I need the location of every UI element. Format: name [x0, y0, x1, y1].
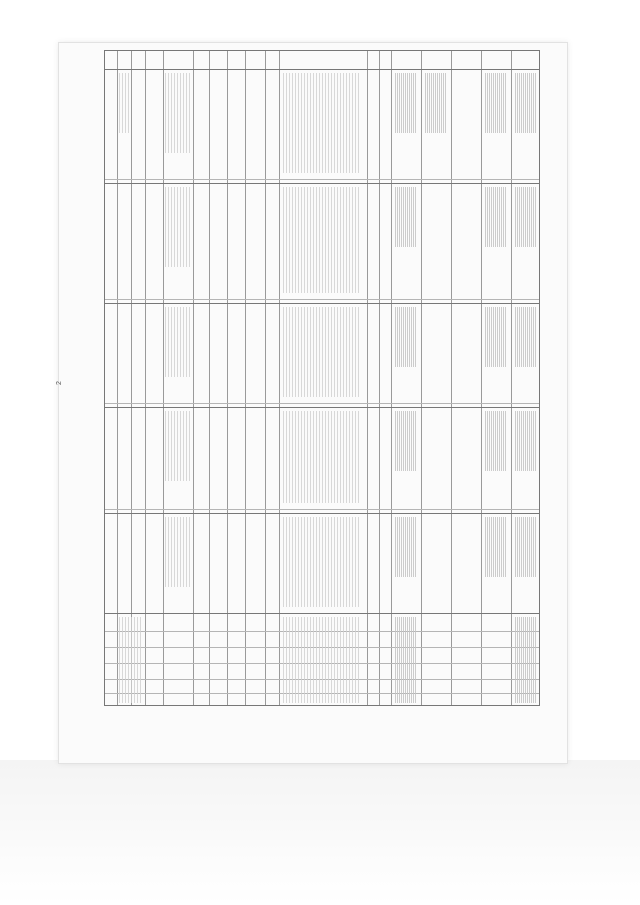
table-column-line — [379, 51, 380, 705]
table-row-line — [105, 613, 539, 614]
table-column-line — [451, 51, 452, 705]
illegible-cell-number — [515, 517, 537, 577]
page-number: 2 — [56, 381, 63, 385]
table-column-line — [131, 51, 132, 705]
table-column-line — [481, 51, 482, 705]
rotated-data-table — [104, 50, 540, 706]
illegible-cell-number — [395, 187, 417, 247]
table-column-line — [209, 51, 210, 705]
illegible-cell-text — [283, 517, 361, 607]
illegible-cell-number — [395, 517, 417, 577]
illegible-cell-number — [515, 73, 537, 133]
illegible-cell-number — [485, 73, 507, 133]
table-column-line — [117, 51, 118, 705]
table-column-line — [391, 51, 392, 705]
illegible-cell-text — [165, 307, 191, 377]
illegible-cell-number — [395, 617, 417, 703]
table-row-line — [105, 303, 539, 304]
table-row-line — [105, 513, 539, 514]
illegible-cell-text — [165, 73, 191, 153]
illegible-cell-text — [119, 617, 143, 703]
illegible-cell-text — [283, 617, 361, 703]
table-row-line — [105, 183, 539, 184]
illegible-cell-number — [485, 517, 507, 577]
illegible-cell-text — [119, 73, 129, 133]
illegible-cell-text — [165, 411, 191, 481]
table-column-line — [367, 51, 368, 705]
illegible-cell-number — [515, 187, 537, 247]
table-column-line — [421, 51, 422, 705]
illegible-cell-number — [515, 617, 537, 703]
table-row-line — [105, 69, 539, 70]
table-column-line — [163, 51, 164, 705]
illegible-cell-number — [485, 307, 507, 367]
table-column-line — [227, 51, 228, 705]
table-column-line — [279, 51, 280, 705]
illegible-cell-number — [395, 411, 417, 471]
table-column-line — [145, 51, 146, 705]
table-column-line — [265, 51, 266, 705]
illegible-cell-number — [395, 73, 417, 133]
illegible-cell-number — [425, 73, 447, 133]
illegible-cell-text — [283, 307, 361, 397]
table-row-line — [105, 403, 539, 404]
table-column-line — [245, 51, 246, 705]
table-row-line — [105, 179, 539, 180]
illegible-cell-text — [283, 411, 361, 503]
table-row-line — [105, 509, 539, 510]
illegible-cell-number — [515, 307, 537, 367]
scan-bottom-shadow — [0, 760, 640, 905]
illegible-cell-text — [165, 517, 191, 587]
table-column-line — [193, 51, 194, 705]
illegible-cell-number — [395, 307, 417, 367]
table-column-line — [511, 51, 512, 705]
table-row-line — [105, 299, 539, 300]
illegible-cell-text — [283, 73, 361, 173]
illegible-cell-number — [485, 411, 507, 471]
illegible-cell-number — [485, 187, 507, 247]
illegible-cell-text — [283, 187, 361, 293]
illegible-cell-number — [515, 411, 537, 471]
table-row-line — [105, 407, 539, 408]
illegible-cell-text — [165, 187, 191, 267]
